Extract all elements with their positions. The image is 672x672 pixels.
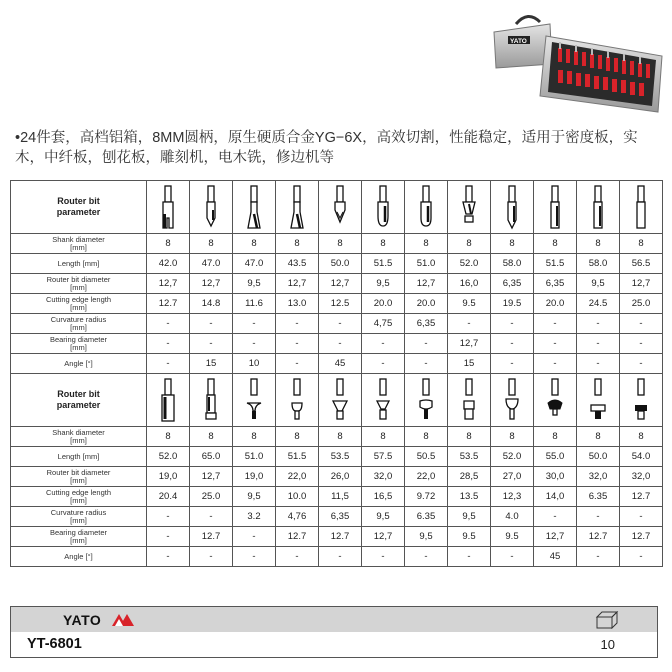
- spec-value: 8: [190, 234, 233, 254]
- spec-value: -: [190, 314, 233, 334]
- bit-profile-cell: [448, 374, 491, 427]
- bit-profile-cell: [577, 181, 620, 234]
- spec-value: 14.8: [190, 294, 233, 314]
- spec-value: 52.0: [448, 254, 491, 274]
- spec-row-label: Cutting edge length [mm]: [11, 294, 147, 314]
- spec-value: 12,7: [448, 334, 491, 354]
- spec-value: -: [147, 314, 190, 334]
- t-slot-icon: [632, 377, 650, 423]
- product-footer: [10, 606, 658, 658]
- spec-value: -: [276, 354, 319, 374]
- model-number: YT-6801: [27, 636, 82, 652]
- spec-value: 9.5: [448, 294, 491, 314]
- spec-value: 4,75: [362, 314, 405, 334]
- spec-value: -: [405, 354, 448, 374]
- spec-value: 26,0: [319, 467, 362, 487]
- spec-value: 54.0: [620, 447, 663, 467]
- spec-value: 20.0: [534, 294, 577, 314]
- spec-value: 9,5: [405, 527, 448, 547]
- spec-row: [11, 334, 663, 354]
- classic-icon: [503, 377, 521, 423]
- straight-icon: [546, 184, 564, 230]
- bit-profile-cell: [362, 374, 405, 427]
- spec-value: -: [147, 547, 190, 567]
- spec-value: 12,7: [319, 274, 362, 294]
- spec-value: 56.5: [620, 254, 663, 274]
- spec-value: 50.5: [405, 447, 448, 467]
- spec-row: [11, 274, 663, 294]
- spec-value: -: [577, 547, 620, 567]
- spec-value: 12,7: [620, 274, 663, 294]
- spec-value: -: [620, 507, 663, 527]
- wide-straight-icon: [159, 377, 177, 423]
- spec-value: 51.0: [405, 254, 448, 274]
- spec-value: -: [577, 354, 620, 374]
- spec-value: 58.0: [577, 254, 620, 274]
- spec-value: 52.0: [491, 447, 534, 467]
- spec-value: -: [362, 354, 405, 374]
- spec-value: 51.0: [233, 447, 276, 467]
- router-bit-parameter-header: Router bit parameter: [11, 374, 147, 427]
- spec-value: -: [577, 507, 620, 527]
- spec-value: 6,35: [534, 274, 577, 294]
- spec-value: -: [577, 314, 620, 334]
- spec-value: 55.0: [534, 447, 577, 467]
- spec-value: 8: [534, 427, 577, 447]
- spec-value: 19.5: [491, 294, 534, 314]
- spec-value: 20.4: [147, 487, 190, 507]
- spec-value: -: [491, 547, 534, 567]
- spec-value: 6.35: [405, 507, 448, 527]
- spec-value: 8: [491, 427, 534, 447]
- spec-value: 16,5: [362, 487, 405, 507]
- v-groove-icon: [202, 184, 220, 230]
- spec-value: 6.35: [577, 487, 620, 507]
- spec-row: [11, 527, 663, 547]
- spec-value: 22,0: [405, 467, 448, 487]
- spec-row-label: Router bit diameter [mm]: [11, 274, 147, 294]
- spec-value: -: [319, 314, 362, 334]
- bit-profile-cell: [620, 374, 663, 427]
- spec-value: -: [233, 314, 276, 334]
- spec-value: -: [405, 334, 448, 354]
- spec-row-label: Angle [°]: [11, 547, 147, 567]
- spec-value: 45: [534, 547, 577, 567]
- spec-row-label: Router bit diameter [mm]: [11, 467, 147, 487]
- round-nose-icon: [417, 184, 435, 230]
- spec-value: -: [448, 314, 491, 334]
- spec-row: [11, 294, 663, 314]
- spec-value: -: [276, 334, 319, 354]
- bit-profile-cell: [577, 374, 620, 427]
- spec-value: 8: [276, 234, 319, 254]
- spec-value: 15: [448, 354, 491, 374]
- spec-value: 11.6: [233, 294, 276, 314]
- spec-value: 12.7: [577, 527, 620, 547]
- spec-value: -: [448, 547, 491, 567]
- spec-row: [11, 447, 663, 467]
- bit-profile-cell: [448, 181, 491, 234]
- case-brand-label: YATO: [510, 38, 527, 45]
- spec-row: [11, 467, 663, 487]
- bit-profile-cell: [620, 181, 663, 234]
- profile-row: [11, 181, 663, 234]
- core-box-icon: [374, 184, 392, 230]
- bearing-chamfer-icon: [460, 184, 478, 230]
- spec-row-label: Angle [°]: [11, 354, 147, 374]
- spec-value: -: [276, 314, 319, 334]
- spec-value: 22,0: [276, 467, 319, 487]
- spec-value: 8: [448, 427, 491, 447]
- rabbet-icon: [460, 377, 478, 423]
- bit-profile-cell: [319, 181, 362, 234]
- chamfer-icon: [245, 184, 263, 230]
- spec-value: 58.0: [491, 254, 534, 274]
- bit-profile-cell: [362, 181, 405, 234]
- straight-plain-icon: [632, 184, 650, 230]
- spec-row: [11, 234, 663, 254]
- spec-value: 9,5: [362, 507, 405, 527]
- spec-value: 6,35: [319, 507, 362, 527]
- spec-value: 3.2: [233, 507, 276, 527]
- spec-value: 53.5: [448, 447, 491, 467]
- spec-row: [11, 487, 663, 507]
- cove-icon: [245, 377, 263, 423]
- spec-value: 10: [233, 354, 276, 374]
- spec-value: -: [491, 354, 534, 374]
- spec-value: 30,0: [534, 467, 577, 487]
- spec-value: -: [491, 314, 534, 334]
- spec-value: -: [319, 334, 362, 354]
- brand-name: YATO: [63, 612, 102, 628]
- spec-value: -: [620, 314, 663, 334]
- spec-value: 12,7: [190, 467, 233, 487]
- spec-row: [11, 314, 663, 334]
- roundover-icon: [288, 377, 306, 423]
- pointed-icon: [503, 184, 521, 230]
- spec-row-label: Length [mm]: [11, 447, 147, 467]
- spec-row-label: Shank diameter [mm]: [11, 234, 147, 254]
- spec-row-label: Curvature radius [mm]: [11, 314, 147, 334]
- spec-value: 8: [448, 234, 491, 254]
- spec-value: -: [190, 547, 233, 567]
- bit-profile-cell: [276, 374, 319, 427]
- brand-logo-icon: [111, 612, 137, 627]
- spec-value: 24.5: [577, 294, 620, 314]
- spec-value: -: [620, 547, 663, 567]
- spec-row-label: Shank diameter [mm]: [11, 427, 147, 447]
- spec-value: 12,7: [147, 274, 190, 294]
- spec-value: -: [534, 314, 577, 334]
- spec-value: 8: [362, 427, 405, 447]
- bit-profile-cell: [147, 181, 190, 234]
- spec-value: -: [233, 527, 276, 547]
- spec-value: 12.7: [147, 294, 190, 314]
- bit-profile-cell: [491, 181, 534, 234]
- spec-value: 9,5: [233, 274, 276, 294]
- spec-value: -: [147, 334, 190, 354]
- spec-value: 32,0: [577, 467, 620, 487]
- spec-value: 15: [190, 354, 233, 374]
- bit-profile-cell: [319, 374, 362, 427]
- product-description: •24件套，高档铝箱，8MM圆柄，原生硬质合金YG−6X，高效切割，性能稳定，适用于密度板，实木，中纤板，刨花板，雕刻机，电木铣，修边机等: [15, 130, 638, 166]
- spec-value: 8: [620, 427, 663, 447]
- bit-profile-cell: [405, 181, 448, 234]
- spec-value: 57.5: [362, 447, 405, 467]
- spec-value: 12,7: [276, 274, 319, 294]
- bit-profile-cell: [190, 181, 233, 234]
- spec-row-label: Bearing diameter [mm]: [11, 527, 147, 547]
- spec-value: -: [620, 354, 663, 374]
- spec-value: 10.0: [276, 487, 319, 507]
- spec-value: 8: [534, 234, 577, 254]
- dovetail-icon: [288, 184, 306, 230]
- spec-value: 8: [577, 234, 620, 254]
- spec-row: [11, 507, 663, 527]
- case-body: [540, 36, 662, 112]
- spec-row-label: Cutting edge length [mm]: [11, 487, 147, 507]
- spec-value: 52.0: [147, 447, 190, 467]
- spec-value: 27,0: [491, 467, 534, 487]
- spec-value: -: [362, 334, 405, 354]
- spec-value: 12.5: [319, 294, 362, 314]
- spec-value: 9,5: [362, 274, 405, 294]
- spec-value: -: [276, 547, 319, 567]
- spec-value: 6,35: [405, 314, 448, 334]
- spec-value: 8: [362, 234, 405, 254]
- spec-value: 9.72: [405, 487, 448, 507]
- spec-value: -: [190, 507, 233, 527]
- spec-value: 8: [147, 427, 190, 447]
- spec-value: 16,0: [448, 274, 491, 294]
- spec-value: -: [362, 547, 405, 567]
- spec-value: -: [534, 354, 577, 374]
- spec-value: 4,76: [276, 507, 319, 527]
- spec-value: 19,0: [233, 467, 276, 487]
- spec-value: 12,3: [491, 487, 534, 507]
- spec-value: 19,0: [147, 467, 190, 487]
- box-icon: [595, 611, 619, 629]
- bit-profile-cell: [233, 181, 276, 234]
- spec-value: 12,7: [405, 274, 448, 294]
- spec-value: 28,5: [448, 467, 491, 487]
- spec-value: 8: [233, 234, 276, 254]
- spec-value: 12.7: [620, 487, 663, 507]
- spec-value: 9,5: [448, 507, 491, 527]
- spec-value: 8: [620, 234, 663, 254]
- spec-row-label: Bearing diameter [mm]: [11, 334, 147, 354]
- spec-value: 14,0: [534, 487, 577, 507]
- spec-value: -: [534, 507, 577, 527]
- dovetail-groove-icon: [159, 184, 177, 230]
- spec-value: 12.7: [276, 527, 319, 547]
- spec-value: 8: [405, 234, 448, 254]
- bit-profile-cell: [534, 181, 577, 234]
- straight-long-icon: [589, 184, 607, 230]
- spec-row: [11, 547, 663, 567]
- spec-value: 12,7: [190, 274, 233, 294]
- spec-value: 51.5: [276, 447, 319, 467]
- spec-value: 8: [147, 234, 190, 254]
- bevel-icon: [546, 377, 564, 423]
- router-bit-parameter-header: Router bit parameter: [11, 181, 147, 234]
- spec-value: 12,7: [534, 527, 577, 547]
- spec-value: -: [491, 334, 534, 354]
- spec-value: 50.0: [577, 447, 620, 467]
- spec-value: -: [190, 334, 233, 354]
- spec-value: 9,5: [577, 274, 620, 294]
- spec-value: 50.0: [319, 254, 362, 274]
- spec-value: 43.5: [276, 254, 319, 274]
- spec-value: 32,0: [362, 467, 405, 487]
- ogee-icon: [331, 377, 349, 423]
- spec-value: 8: [190, 427, 233, 447]
- v-point-icon: [331, 184, 349, 230]
- spec-row: [11, 427, 663, 447]
- bit-profile-cell: [233, 374, 276, 427]
- spec-row: [11, 254, 663, 274]
- spec-value: 20.0: [405, 294, 448, 314]
- spec-value: -: [534, 334, 577, 354]
- spec-value: 12,7: [362, 527, 405, 547]
- roman-ogee-icon: [374, 377, 392, 423]
- spec-value: 47.0: [190, 254, 233, 274]
- spec-value: 8: [276, 427, 319, 447]
- spec-value: 32,0: [620, 467, 663, 487]
- spec-value: -: [147, 354, 190, 374]
- spec-value: 51.5: [534, 254, 577, 274]
- spec-row: [11, 354, 663, 374]
- spec-value: -: [233, 334, 276, 354]
- spec-value: 12.7: [190, 527, 233, 547]
- spec-value: 42.0: [147, 254, 190, 274]
- spec-row-label: Length [mm]: [11, 254, 147, 274]
- spec-value: 20.0: [362, 294, 405, 314]
- beading-icon: [417, 377, 435, 423]
- spec-value: 8: [233, 427, 276, 447]
- spec-value: -: [577, 334, 620, 354]
- spec-row-label: Curvature radius [mm]: [11, 507, 147, 527]
- spec-value: 8: [491, 234, 534, 254]
- slot-cutter-icon: [589, 377, 607, 423]
- spec-value: 9,5: [233, 487, 276, 507]
- bit-profile-cell: [276, 181, 319, 234]
- footer-model-row: [10, 632, 658, 658]
- profile-row: [11, 374, 663, 427]
- flush-trim-icon: [202, 377, 220, 423]
- bit-profile-cell: [405, 374, 448, 427]
- bit-profile-cell: [190, 374, 233, 427]
- spec-value: 25.0: [620, 294, 663, 314]
- spec-value: 4.0: [491, 507, 534, 527]
- spec-value: 65.0: [190, 447, 233, 467]
- footer-brand-row: [10, 606, 658, 633]
- spec-value: 12.7: [319, 527, 362, 547]
- spec-value: 9.5: [448, 527, 491, 547]
- bit-profile-cell: [491, 374, 534, 427]
- spec-value: -: [147, 507, 190, 527]
- spec-value: 13.0: [276, 294, 319, 314]
- spec-value: 25.0: [190, 487, 233, 507]
- spec-value: 8: [577, 427, 620, 447]
- spec-value: -: [620, 334, 663, 354]
- spec-value: 13.5: [448, 487, 491, 507]
- spec-value: 8: [319, 427, 362, 447]
- spec-value: 53.5: [319, 447, 362, 467]
- spec-value: 8: [319, 234, 362, 254]
- spec-value: -: [405, 547, 448, 567]
- spec-value: 12.7: [620, 527, 663, 547]
- bit-profile-cell: [147, 374, 190, 427]
- specs-table: [10, 180, 663, 567]
- spec-value: 45: [319, 354, 362, 374]
- spec-value: 6,35: [491, 274, 534, 294]
- package-quantity: 10: [600, 637, 615, 652]
- bit-profile-cell: [534, 374, 577, 427]
- spec-value: -: [233, 547, 276, 567]
- spec-value: 47.0: [233, 254, 276, 274]
- spec-value: 9.5: [491, 527, 534, 547]
- spec-value: 8: [405, 427, 448, 447]
- spec-value: 51.5: [362, 254, 405, 274]
- spec-value: -: [319, 547, 362, 567]
- product-photo: [486, 8, 668, 116]
- spec-value: -: [147, 527, 190, 547]
- spec-value: 11,5: [319, 487, 362, 507]
